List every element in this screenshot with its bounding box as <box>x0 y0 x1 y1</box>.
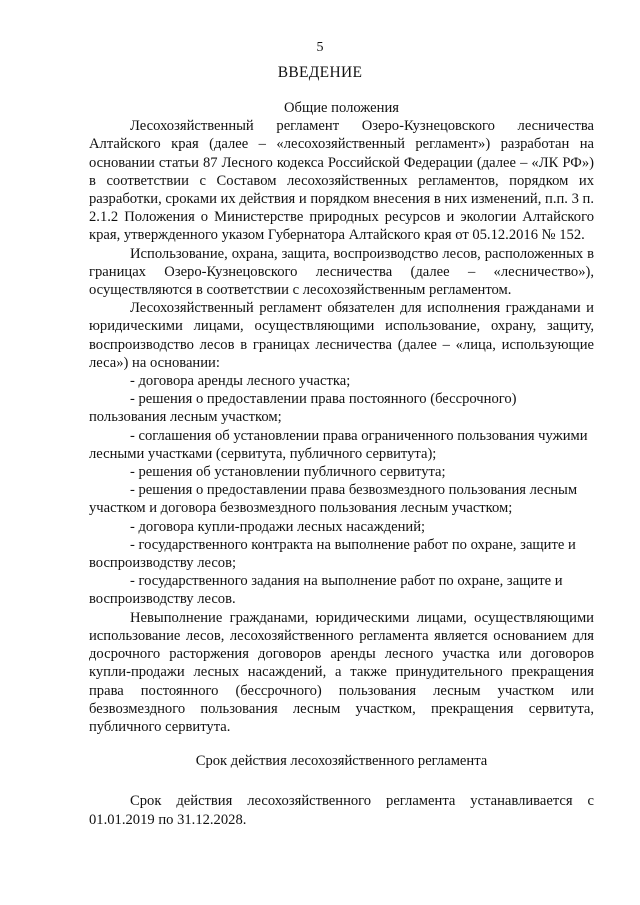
paragraph-forest-usage: Использование, охрана, защита, воспроизводство лесов, расположенных в границах Озеро-Кузнецовского лесничества (далее – «лесничество»), осуществляются в соответствии с лесохозяйственным регламентом. <box>89 245 594 299</box>
list-item: - соглашения об установлении права ограниченного пользования чужими лесными участками (сервитута, публичного сервитута); <box>89 427 588 462</box>
list-item: - решения о предоставлении права безвозмездного пользования лесным участком и договора безвозмездного пользования лесным участком; <box>89 482 578 517</box>
list-item: - государственного задания на выполнение работ по охране, защите и воспроизводству лесов. <box>89 573 563 608</box>
section-heading-validity: Срок действия лесохозяйственного регламента <box>195 753 488 770</box>
document-body <box>89 99 594 829</box>
list-item: - решения об установлении публичного сервитута; <box>130 464 446 481</box>
section-heading-general: Общие положения <box>284 100 399 116</box>
list-item: - государственного контракта на выполнение работ по охране, защите и воспроизводству лесов; <box>89 536 576 572</box>
paragraph-mandatory: Лесохозяйственный регламент обязателен для исполнения гражданами и юридическими лицами, осуществляющими использование, охрану, защиту, воспроизводство лесов в границах лесничества (далее – «лица, использующие леса») на основании: <box>89 300 594 371</box>
page-number: 5 <box>316 40 324 55</box>
paragraph-validity-period: Срок действия лесохозяйственного регламента устанавливается с 01.01.2019 по 31.12.2028. <box>89 793 594 828</box>
list-item: - решения о предоставлении права постоянного (бессрочного) пользования лесным участком; <box>89 391 517 426</box>
list-item: - договора аренды лесного участка; <box>130 373 351 390</box>
section-spacer <box>89 736 594 752</box>
paragraph-regulation-basis: Лесохозяйственный регламент Озеро-Кузнецовского лесничества Алтайского края (далее – «лесохозяйственный регламент») разработан на основании статьи 87 Лесного кодекса Российской Федерации (далее – «ЛК РФ») в соответствии с Составом лесохозяйственных регламентов, порядком их разработки, сроками их действия и порядком внесения в них изменений, п.п. 3 п. 2.1.2 Положения о Министерстве природных ресурсов и экологии Алтайского края, утвержденного указом Губернатора Алтайского края от 05.12.2016 № 152. <box>89 118 594 244</box>
list-item: - договора купли-продажи лесных насаждений; <box>130 518 426 535</box>
page-title: ВВЕДЕНИЕ <box>277 64 363 81</box>
paragraph-noncompliance: Невыполнение гражданами, юридическими лицами, осуществляющими использование лесов, лесохозяйственного регламента является основанием для досрочного расторжения договоров аренды лесного участка или договоров купли-продажи лесных насаждений, а также принудительного прекращения права постоянного (бессрочного) пользования лесным участком или безвозмездного пользования лесным участком, прекращения сервитута, публичного сервитута. <box>89 609 594 735</box>
